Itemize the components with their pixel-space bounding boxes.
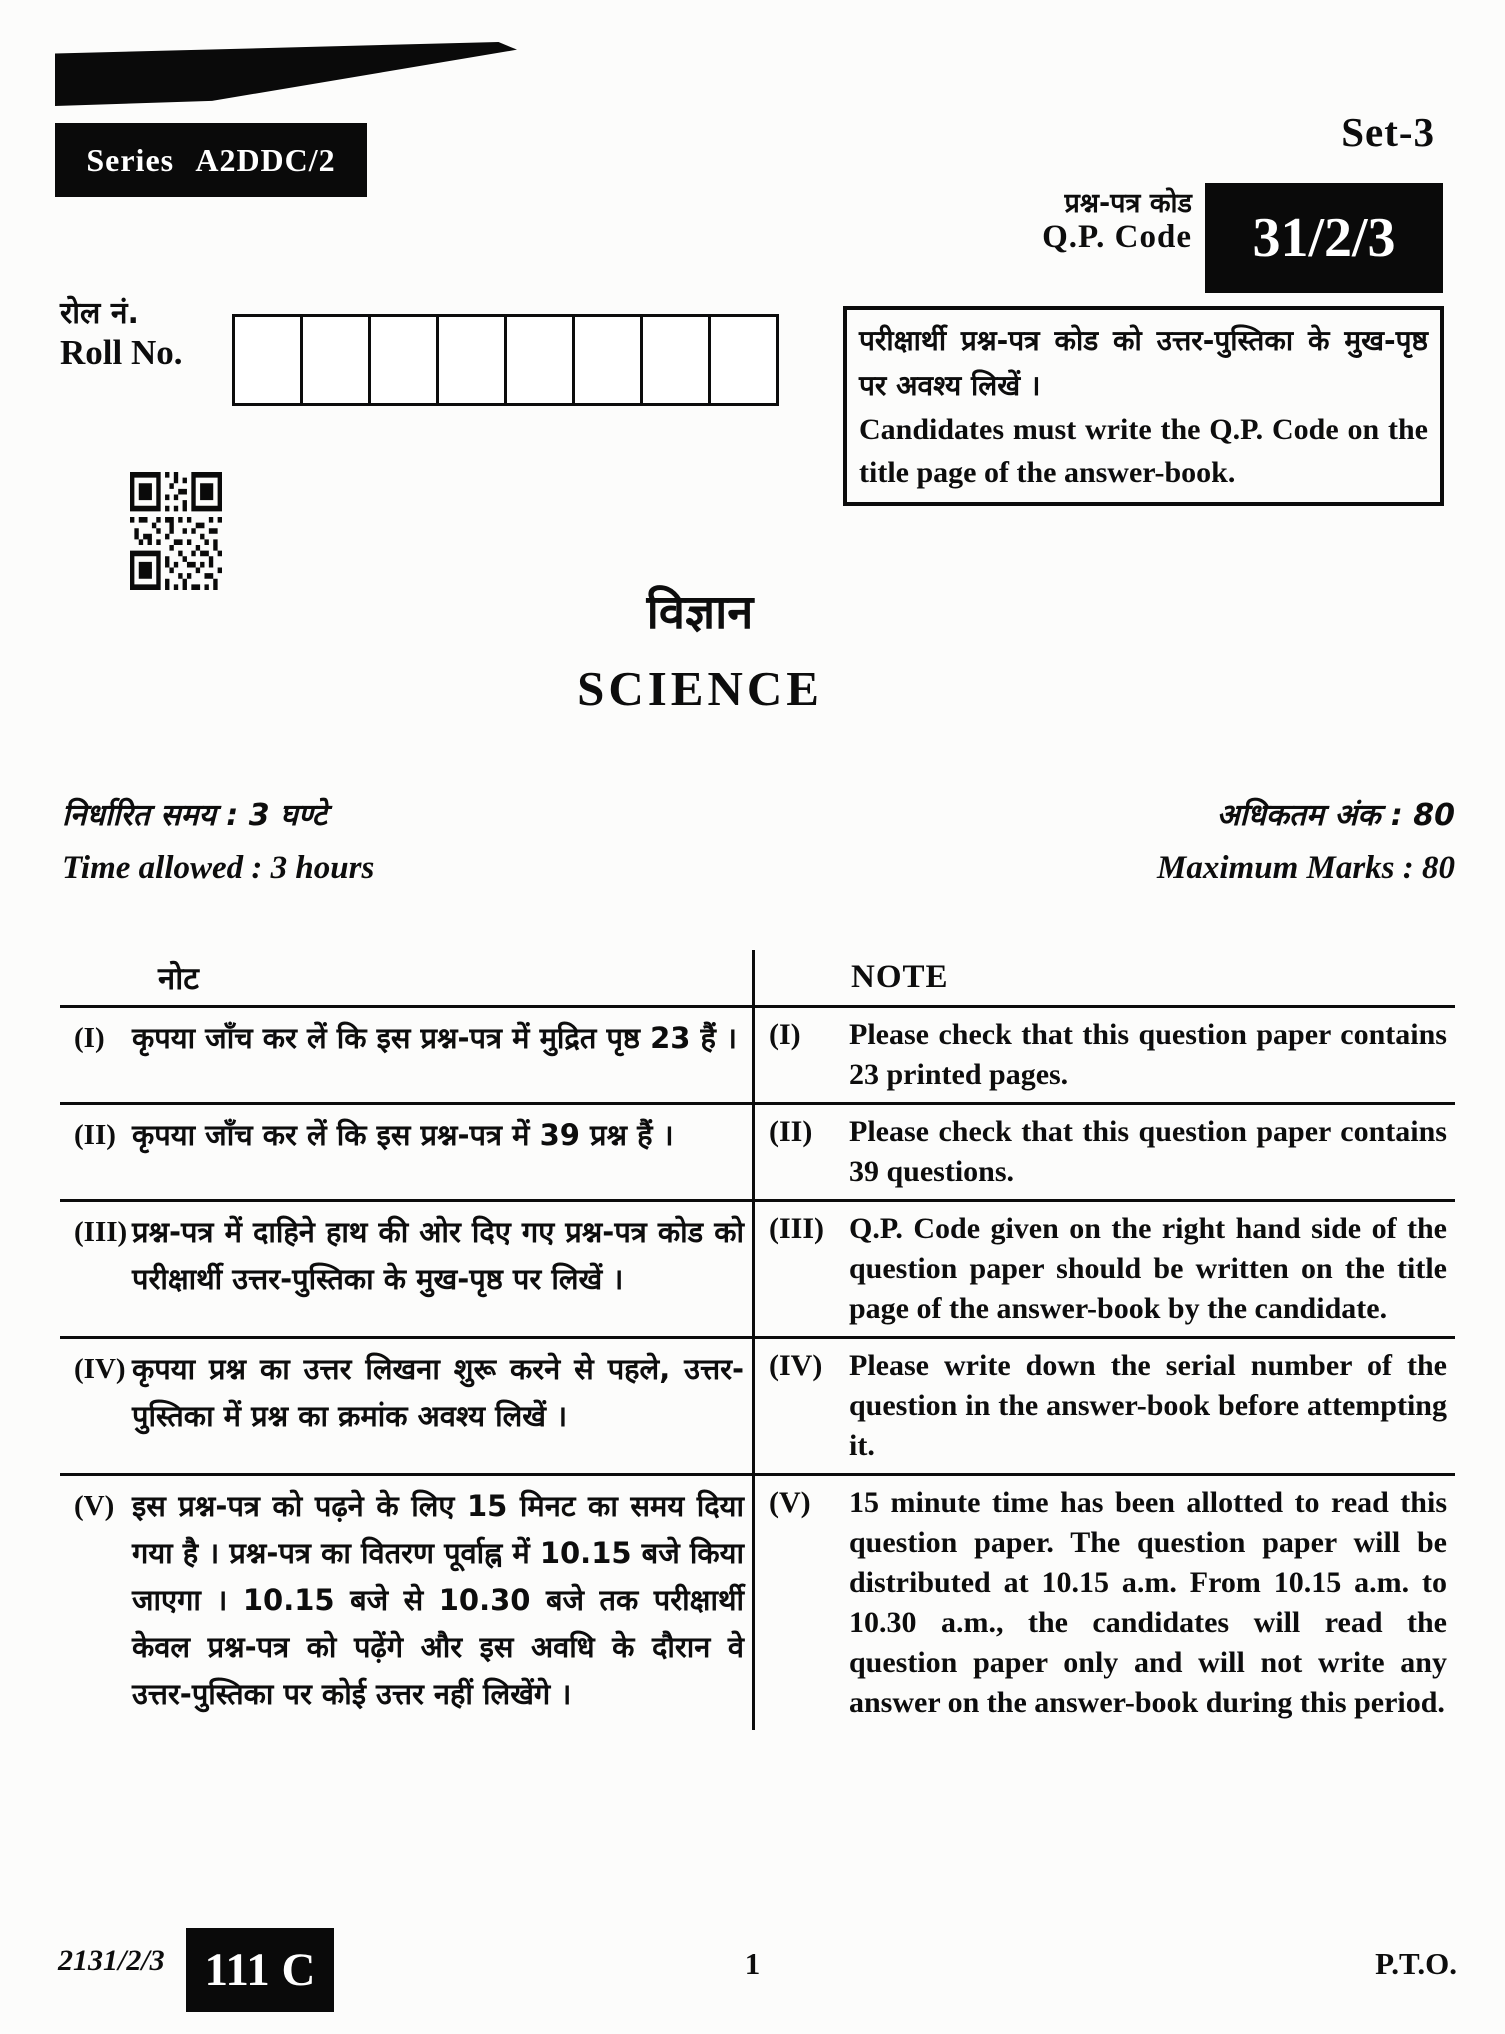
note-row-2-english xyxy=(755,1105,1455,1202)
corner-swoosh-decoration xyxy=(55,42,517,106)
note-row-4-english xyxy=(755,1339,1455,1476)
roll-number-cell xyxy=(371,314,439,406)
note-row-number: (I) xyxy=(74,1022,105,1054)
footer-print-code-badge: 111 C xyxy=(186,1928,334,2012)
note-row-text: प्रश्न-पत्र में दाहिने हाथ की ओर दिए गए प्रश्न-पत्र कोड को परीक्षार्थी उत्तर-पुस्तिका के मुख-पृष्ठ पर लिखें । xyxy=(132,1215,744,1296)
note-row-1-hindi xyxy=(60,1008,755,1105)
candidate-instruction-box xyxy=(843,306,1444,506)
note-row-text: 15 minute time has been allotted to read this question paper. The question paper will be distributed at 10.15 a.m. From 10.15 a.m. to 10.30 a.m., the candidates will read the question paper only and will not write any answer on the answer-book during this period. xyxy=(849,1486,1447,1719)
note-row-number: (I) xyxy=(769,1018,801,1051)
footer-pto-label: P.T.O. xyxy=(1375,1946,1457,1981)
time-allowed-english: Time allowed : 3 hours xyxy=(62,850,375,886)
note-row-5-hindi xyxy=(60,1476,755,1730)
roll-number-label-hindi: रोल नं. xyxy=(60,296,139,331)
footer-paper-code: 2131/2/3 xyxy=(58,1944,165,1977)
note-row-number: (II) xyxy=(74,1119,116,1151)
footer-page-number: 1 xyxy=(744,1946,761,1981)
note-row-text: Please check that this question paper contains 23 printed pages. xyxy=(849,1018,1447,1091)
note-row-number: (V) xyxy=(74,1490,115,1522)
roll-number-label-english: Roll No. xyxy=(60,333,183,372)
set-label: Set-3 xyxy=(1341,109,1435,155)
note-row-2-hindi xyxy=(60,1105,755,1202)
note-row-text: कृपया जाँच कर लें कि इस प्रश्न-पत्र में 39 प्रश्न हैं । xyxy=(132,1118,674,1152)
qp-code-label-hindi: प्रश्न-पत्र कोड xyxy=(1064,188,1192,219)
subject-title-english: SCIENCE xyxy=(577,661,823,716)
maximum-marks-english: Maximum Marks : 80 xyxy=(1157,850,1455,886)
qp-code-value-badge: 31/2/3 xyxy=(1205,183,1443,293)
note-row-1-english xyxy=(755,1008,1455,1105)
roll-number-cell xyxy=(575,314,643,406)
note-row-number: (II) xyxy=(769,1115,813,1148)
roll-number-cell xyxy=(643,314,711,406)
note-row-number: (IV) xyxy=(769,1349,823,1382)
note-row-number: (III) xyxy=(769,1212,825,1245)
roll-number-cell xyxy=(232,314,303,406)
note-row-text: Please write down the serial number of the question in the answer-book before attempting it. xyxy=(849,1349,1447,1462)
note-row-number: (III) xyxy=(74,1216,128,1248)
note-row-text: Please check that this question paper contains 39 questions. xyxy=(849,1115,1447,1188)
qp-code-label-english: Q.P. Code xyxy=(1042,219,1192,256)
note-row-5-english xyxy=(755,1476,1455,1730)
roll-number-cell xyxy=(439,314,507,406)
roll-number-cell xyxy=(711,314,779,406)
roll-number-cell xyxy=(303,314,371,406)
note-row-text: कृपया जाँच कर लें कि इस प्रश्न-पत्र में मुद्रित पृष्ठ 23 हैं । xyxy=(132,1021,738,1055)
candidate-instruction-hindi: परीक्षार्थी प्रश्न-पत्र कोड को उत्तर-पुस्तिका के मुख-पृष्ठ पर अवश्य लिखें । xyxy=(859,324,1428,402)
time-allowed-hindi: निर्धारित समय : 3 घण्टे xyxy=(62,798,327,833)
roll-number-cell xyxy=(507,314,575,406)
note-row-number: (IV) xyxy=(74,1353,126,1385)
note-header-english: NOTE xyxy=(755,950,1455,1008)
candidate-instruction-english: Candidates must write the Q.P. Code on the title page of the answer-book. xyxy=(859,413,1428,489)
note-row-3-english xyxy=(755,1202,1455,1339)
roll-number-boxes xyxy=(232,314,779,406)
note-row-number: (V) xyxy=(769,1486,811,1519)
note-row-text: कृपया प्रश्न का उत्तर लिखना शुरू करने से पहले, उत्तर-पुस्तिका में प्रश्न का क्रमांक अवश्य लिखें । xyxy=(132,1352,744,1433)
qp-code-label xyxy=(940,188,1192,257)
note-row-4-hindi xyxy=(60,1339,755,1476)
maximum-marks-hindi: अधिकतम अंक : 80 xyxy=(1216,798,1455,833)
note-row-text: Q.P. Code given on the right hand side of the question paper should be written on the title page of the answer-book by the candidate. xyxy=(849,1212,1447,1325)
note-header-hindi: नोट xyxy=(60,950,755,1008)
qr-code xyxy=(130,472,222,590)
roll-number-label xyxy=(60,296,183,374)
note-row-3-hindi xyxy=(60,1202,755,1339)
note-instructions-table xyxy=(60,950,1455,1730)
note-row-text: इस प्रश्न-पत्र को पढ़ने के लिए 15 मिनट का समय दिया गया है । प्रश्न-पत्र का वितरण पूर्वाह्न में 10.15 बजे किया जाएगा । 10.15 बजे से 10.30 बजे तक परीक्षार्थी केवल प्रश्न-पत्र को पढ़ेंगे और इस अवधि के दौरान वे उत्तर-पुस्तिका पर कोई उत्तर नहीं लिखेंगे । xyxy=(132,1489,744,1711)
series-code-badge: Series A2DDC/2 xyxy=(55,123,367,197)
subject-title-hindi: विज्ञान xyxy=(646,585,754,640)
